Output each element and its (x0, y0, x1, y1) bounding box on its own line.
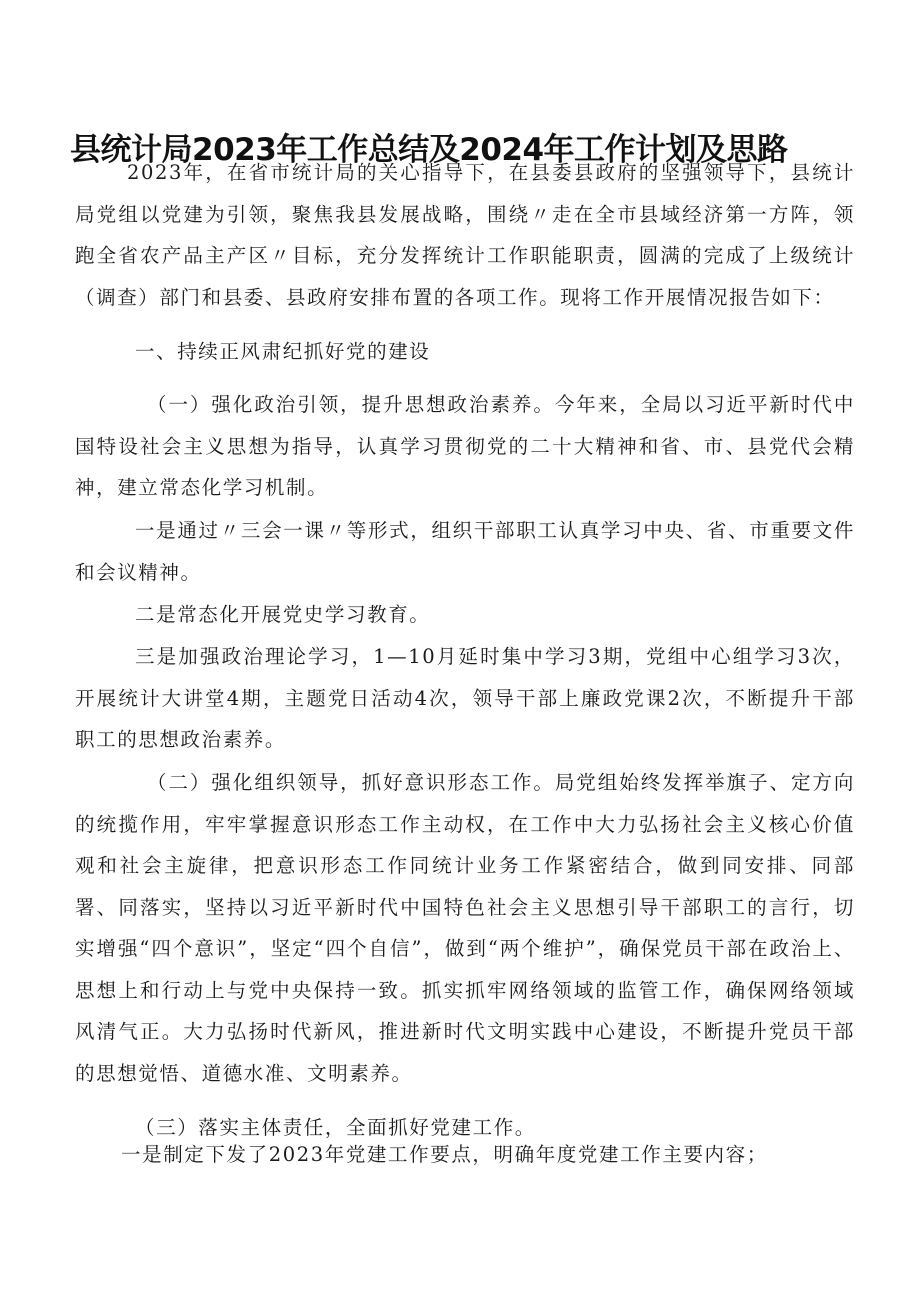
intro-paragraph: 2023年，在省市统计局的关心指导下，在县委县政府的坚强领导下，县统计局党组以党建为引领，聚焦我县发展战略，围绕〃走在全市县域经济第一方阵，领跑全省农产品主产区〃目标，充分发挥统计工作职能职责，圆满的完成了上级统计（调查）部门和县委、县政府安排布置的各项工作。现将工作开展情况报告如下： (75, 161, 855, 309)
subsection-heading-2: （二）强化组织领导，抓好意识形态工作。局党组始终发挥举旗子、定方向的统揽作用，牢牢掌握意识形态工作主动权，在工作中大力弘扬社会主义核心价值观和社会主旋律，把意识形态工作同统计业务工作紧密结合，做到同安排、同部署、同落实，坚持以习近平新时代中国特色社会主义思想引导干部职工的言行，切实增强“四个意识”，坚定“四个自信”，做到“两个维护”，确保党员干部在政治上、思想上和行动上与党中央保持一致。抓实抓牢网络领域的监管工作，确保网络领域风清气正。大力弘扬时代新风，推进新时代文明实践中心建设，不断提升党员干部的思想觉悟、道德水准、文明素养。 (75, 771, 855, 1085)
subsection-heading-1: （一）强化政治引领，提升思想政治素养。今年来，全局以习近平新时代中国特设社会主义思想为指导，认真学习贯彻党的二十大精神和省、市、县党代会精神，建立常态化学习机制。 (75, 393, 855, 499)
list-item-1: 一是通过〃三会一课〃等形式，组织干部职工认真学习中央、省、市重要文件和会议精神。 (75, 519, 855, 584)
list-item-2: 二是常态化开展党史学习教育。 (135, 603, 431, 626)
document-title: 县统计局2023年工作总结及2024年工作计划及思路 (70, 132, 788, 168)
list-item-4: 一是制定下发了2023年党建工作要点，明确年度党建工作主要内容； (121, 1143, 768, 1166)
subsection-heading-3: （三）落实主体责任，全面抓好党建工作。 (135, 1116, 536, 1139)
list-item-3: 三是加强政治理论学习，1—10月延时集中学习3期，党组中心组学习3次，开展统计大讲堂4期，主题党日活动4次，领导干部上廉政党课2次，不断提升干部职工的思想政治素养。 (75, 645, 855, 751)
section-heading-1: 一、持续正风肃纪抓好党的建设 (135, 340, 431, 363)
